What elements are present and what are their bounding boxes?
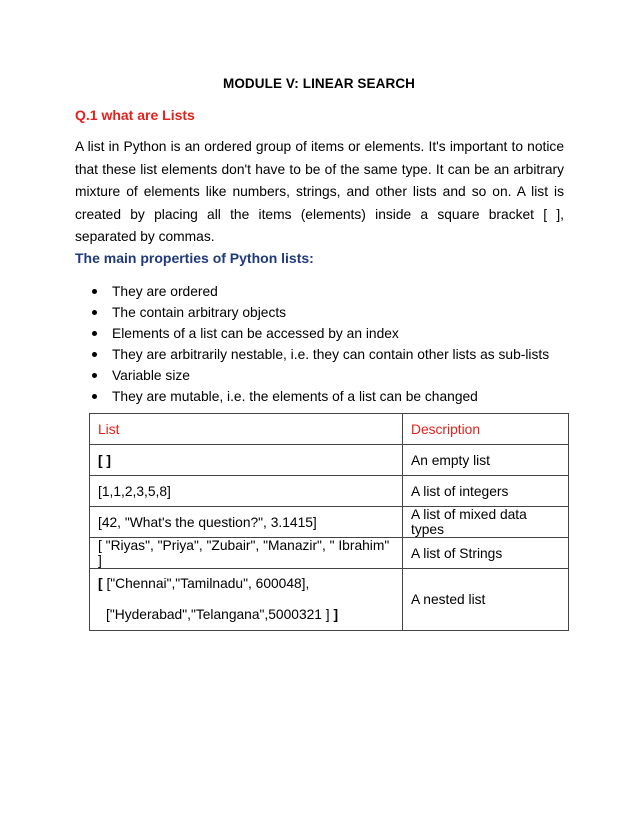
list-item xyxy=(90,344,549,365)
nested-line-2-text: ["Hyderabad","Telangana",5000321 ] xyxy=(106,607,330,622)
cell-description: An empty list xyxy=(403,445,569,476)
cell-list: [ "Riyas", "Priya", "Zubair", "Manazir", " Ibrahim" ] xyxy=(90,538,403,569)
cell-description: A list of integers xyxy=(403,476,569,507)
nested-line-2 xyxy=(98,604,394,626)
list-item-text: They are mutable, i.e. the elements of a list can be changed xyxy=(112,389,478,404)
cell-list-nested xyxy=(90,569,403,631)
close-bracket: ] xyxy=(333,607,339,622)
intro-paragraph: A list in Python is an ordered group of items or elements. It's important to notice that these list elements don't have to be of the same type. It can be an arbitrary mixture of elements like numbers, strings, and other lists and so on. A list is created by placing all the items (elements) inside a square bracket [ ], separated by commas. xyxy=(75,139,564,244)
bullet-icon xyxy=(92,289,97,294)
list-item-text: They are ordered xyxy=(112,284,218,299)
list-item-text: The contain arbitrary objects xyxy=(112,305,287,320)
table-header-row xyxy=(90,414,569,445)
header-list: List xyxy=(90,414,403,445)
cell-description: A list of mixed data types xyxy=(403,507,569,538)
table-row xyxy=(90,445,569,476)
cell-description: A nested list xyxy=(403,569,569,631)
list-item-text: They are arbitrarily nestable, i.e. they can contain other lists as sub-lists xyxy=(112,347,550,362)
bullet-icon xyxy=(92,394,97,399)
list-item xyxy=(90,281,549,302)
bullet-icon xyxy=(92,331,97,336)
page-title: MODULE V: LINEAR SEARCH xyxy=(222,76,416,91)
bullet-icon xyxy=(92,373,97,378)
table-row xyxy=(90,538,569,569)
question-heading: Q.1 what are Lists xyxy=(75,107,195,123)
nested-line-1 xyxy=(98,573,394,595)
properties-list xyxy=(90,281,549,407)
table-row xyxy=(90,507,569,538)
nested-line-1-text: ["Chennai","Tamilnadu", 600048], xyxy=(102,576,310,591)
list-item xyxy=(90,386,549,407)
cell-description: A list of Strings xyxy=(403,538,569,569)
lists-table xyxy=(89,413,569,631)
list-item xyxy=(90,365,549,386)
table-row xyxy=(90,569,569,631)
bullet-icon xyxy=(92,310,97,315)
properties-heading: The main properties of Python lists: xyxy=(75,250,314,266)
header-description: Description xyxy=(403,414,569,445)
list-item xyxy=(90,302,549,323)
list-item-text: Variable size xyxy=(112,368,190,383)
cell-list: [ ] xyxy=(90,445,403,476)
open-bracket: [ xyxy=(98,576,103,591)
cell-list: [42, "What's the question?", 3.1415] xyxy=(90,507,403,538)
list-item xyxy=(90,323,549,344)
cell-list: [1,1,2,3,5,8] xyxy=(90,476,403,507)
bullet-icon xyxy=(92,352,97,357)
table-row xyxy=(90,476,569,507)
list-item-text: Elements of a list can be accessed by an index xyxy=(112,326,399,341)
